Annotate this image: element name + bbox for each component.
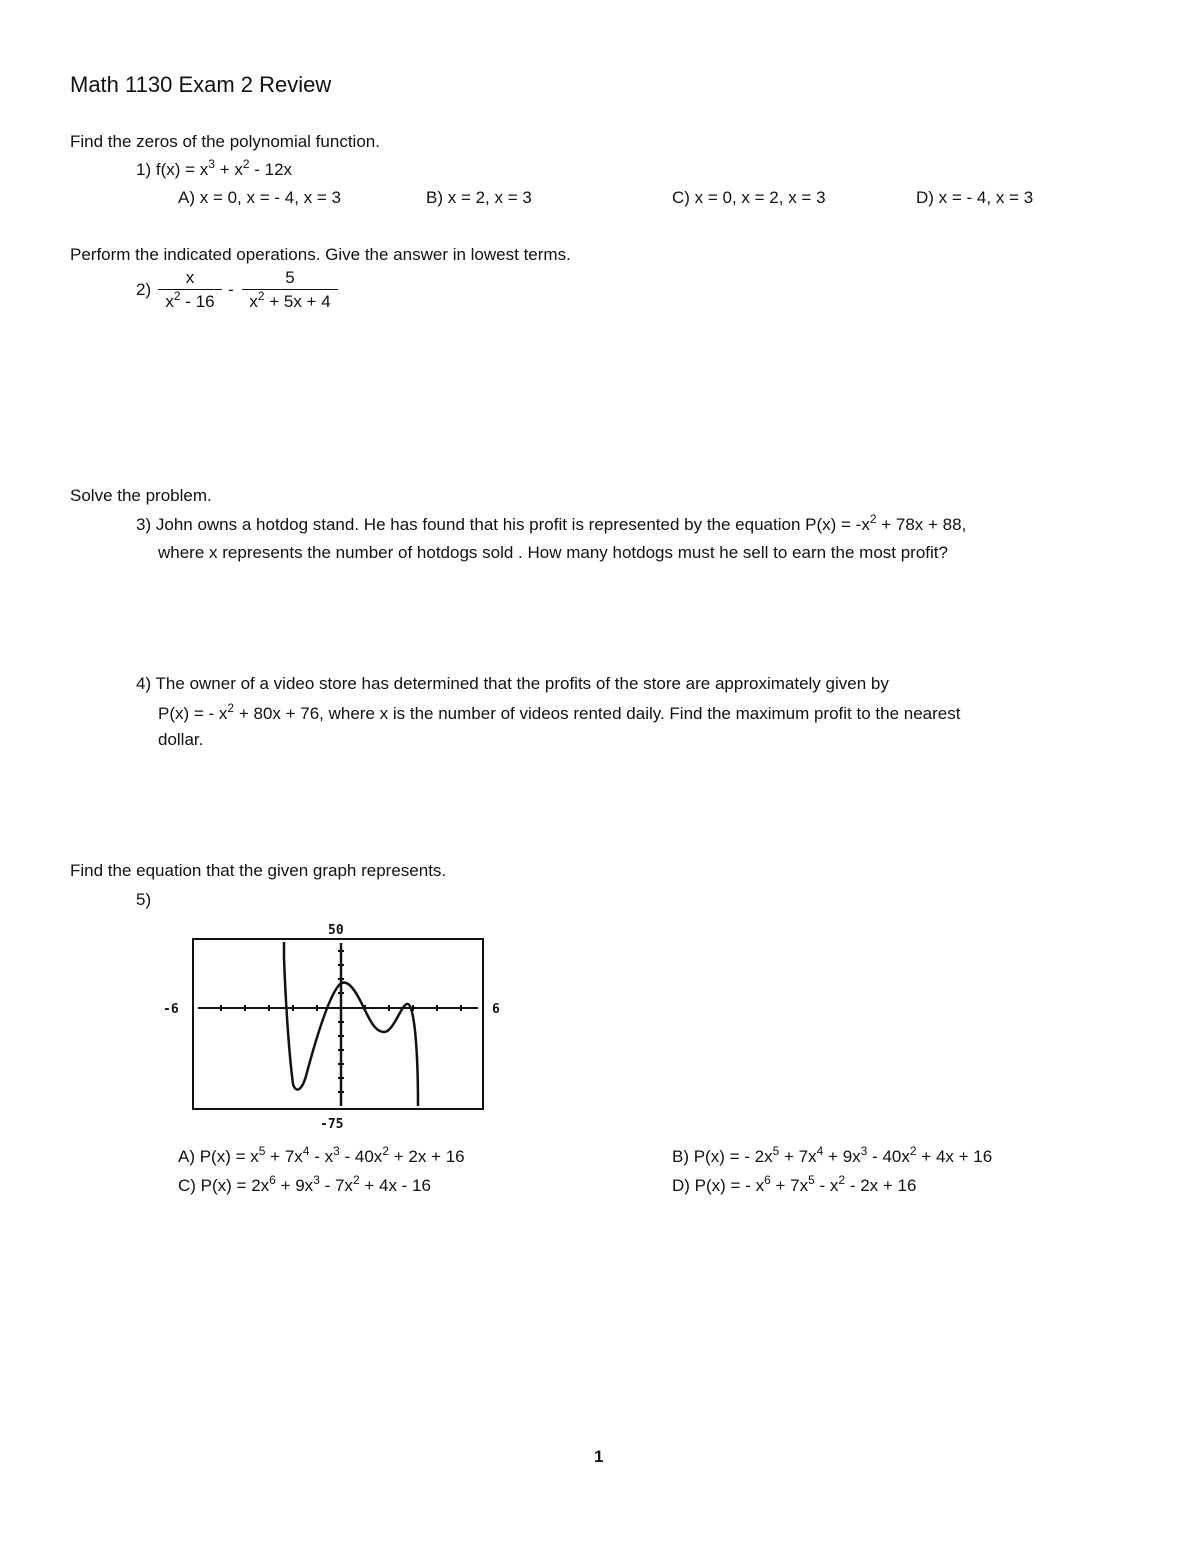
q2-fraction-1 (158, 268, 222, 312)
fraction-numerator: 5 (285, 268, 295, 287)
question-number: 3) (136, 515, 152, 534)
section-instruction-graph: Find the equation that the given graph represents. (70, 861, 447, 880)
q1-choice-b: B) x = 2, x = 3 (426, 188, 532, 207)
section-instruction-operations: Perform the indicated operations. Give the answer in lowest terms. (70, 245, 571, 264)
fraction-denominator: $x^2 - 16$ (158, 289, 222, 312)
fraction-denominator: $x^2 + 5x + 4$ (242, 289, 338, 312)
q5-choice-a: A) $P(x) = x^5 + 7x^4 - x^3 - 40x^2 + 2x + 16$ (178, 1144, 465, 1166)
question-3 (136, 512, 967, 535)
q1-choice-d: D) x = - 4, x = 3 (916, 188, 1034, 207)
question-number: 2) (136, 280, 152, 299)
q5-choice-c: C) $P(x) = 2x^6 + 9x^3 - 7x^2 + 4x - 16$ (178, 1173, 431, 1195)
section-instruction-solve: Solve the problem. (70, 486, 212, 505)
q2-operator: - (228, 280, 234, 299)
graph-ymin-label: -75 (320, 1117, 344, 1132)
q4-line-3: dollar. (158, 730, 204, 749)
question-4 (136, 674, 889, 694)
question-number: 5) (136, 890, 152, 909)
q5-choice-d: D) P(x) = - $x^6 + 7x^5 - x^2 - 2x + 16$ (672, 1173, 917, 1195)
graph-xmin-label: -6 (163, 1002, 179, 1017)
question-number: 1) (136, 160, 152, 179)
q3-line-1: John owns a hotdog stand. He has found that his profit is represented by the equation $P(x) = -x^2 + 78x + 88$, (155, 512, 967, 534)
fraction-numerator: x (185, 268, 195, 287)
q4-line-1: The owner of a video store has determined that the profits of the store are approximately given by (155, 674, 889, 693)
q2-fraction-2 (242, 268, 338, 312)
page-title: Math 1130 Exam 2 Review (70, 72, 332, 97)
graph-xmax-label: 6 (492, 1002, 500, 1017)
q4-line-2: P(x) = - $x^2 + 80x + 76$, where x is the number of videos rented daily. Find the maximum profit to the nearest (158, 701, 961, 723)
page-number: 1 (594, 1447, 604, 1466)
q3-line-2: where x represents the number of hotdogs sold . How many hotdogs must he sell to earn the most profit? (158, 543, 948, 562)
q1-choice-c: C) x = 0, x = 2, x = 3 (672, 188, 826, 207)
q5-choice-b: B) P(x) = - $2x^5 + 7x^4 + 9x^3 - 40x^2 + 4x + 16$ (672, 1144, 993, 1166)
graph-ymax-label: 50 (328, 923, 344, 938)
q1-choice-a: A) x = 0, x = - 4, x = 3 (178, 188, 341, 207)
q1-expression: $f(x) = x^3 + x^2 - 12x$ (155, 157, 293, 179)
section-instruction-zeros: Find the zeros of the polynomial function. (70, 132, 380, 151)
polynomial-graph (190, 936, 486, 1112)
question-number: 4) (136, 674, 152, 693)
question-1 (136, 157, 293, 180)
